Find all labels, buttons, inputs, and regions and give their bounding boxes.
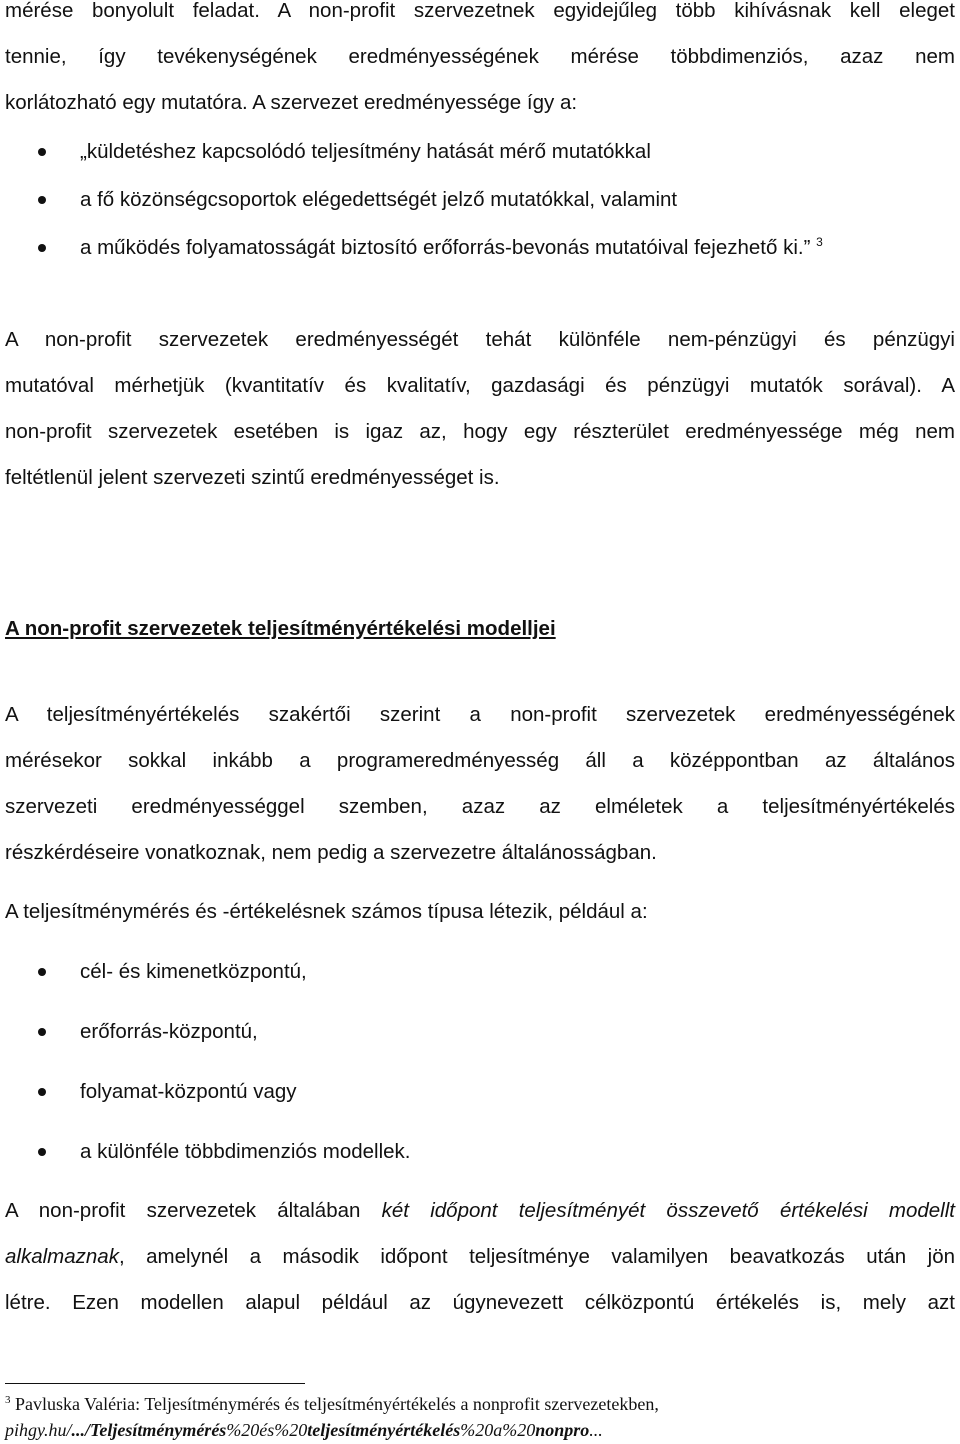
paragraph-2-line-2: mutatóval mérhetjük (kvantitatív és kvalitatív, gazdasági és pénzügyi mutatók sorával). A: [5, 374, 955, 397]
paragraph-1-line-1: mérése bonyolult feladat. A non-profit szervezetnek egyidejűleg több kihívásnak kell eleget: [5, 0, 955, 22]
paragraph-5-line-2: [5, 1245, 955, 1269]
paragraph-1-line-3: korlátozható egy mutatóra. A szervezet eredményessége így a:: [5, 91, 578, 114]
paragraph-2-line-3: non-profit szervezetek esetében is igaz az, hogy egy részterület eredményessége még nem: [5, 420, 955, 443]
list-item-text: „küldetéshez kapcsolódó teljesítmény hatását mérő mutatókkal: [80, 140, 651, 163]
paragraph-2-line-1: A non-profit szervezetek eredményességét tehát különféle nem-pénzügyi és pénzügyi: [5, 328, 955, 351]
list-item-text-main: a működés folyamatosságát biztosító erőforrás-bevonás mutatóival fejezhető ki.”: [80, 236, 811, 259]
paragraph-2-line-4: feltétlenül jelent szervezeti szintű eredményességet is.: [5, 466, 500, 489]
paragraph-3-line-4: részkérdéseire vonatkoznak, nem pedig a szervezetre általánosságban.: [5, 841, 657, 864]
paragraph-5-emphasis: két időpont teljesítményét összevető értékelési modellt: [381, 1199, 955, 1222]
paragraph-5-line-3: létre. Ezen modellen alapul például az úgynevezett célközpontú értékelés is, mely azt: [5, 1291, 955, 1314]
footnote-separator: [5, 1383, 305, 1384]
section-heading: A non-profit szervezetek teljesítményértékelési modelljei: [5, 617, 556, 640]
list-item-text: folyamat-központú vagy: [80, 1080, 297, 1103]
footnote-url-part: pihgy.hu/: [5, 1420, 72, 1440]
paragraph-1-line-2: tennie, így tevékenységének eredményességének mérése többdimenziós, azaz nem: [5, 45, 955, 68]
footnote-url-part: ...: [589, 1420, 603, 1440]
bullet-icon: [38, 1148, 46, 1156]
bullet-icon: [38, 968, 46, 976]
footnote-url-part: %20a%20: [460, 1420, 536, 1440]
list-item-text: erőforrás-központú,: [80, 1020, 258, 1043]
footnote-reference[interactable]: 3: [816, 235, 823, 249]
footnote-text: [5, 1394, 659, 1414]
footnote-url-part: teljesítményértékelés: [307, 1420, 461, 1440]
footnote-url-part: .../Teljesítménymérés: [71, 1420, 227, 1440]
paragraph-5-line-1: [5, 1199, 955, 1223]
bullet-icon: [38, 148, 46, 156]
paragraph-3-line-2: mérésekor sokkal inkább a programeredményesség áll a középpontban az általános: [5, 749, 955, 772]
paragraph-4: A teljesítménymérés és -értékelésnek számos típusa létezik, például a:: [5, 900, 648, 923]
bullet-icon: [38, 244, 46, 252]
list-item-text: cél- és kimenetközpontú,: [80, 960, 307, 983]
footnote-url-part: nonpro: [535, 1420, 590, 1440]
list-1-item-2: [0, 188, 960, 212]
footnote-url[interactable]: [5, 1420, 603, 1440]
bullet-icon: [38, 1028, 46, 1036]
paragraph-5-emphasis: alkalmaznak: [5, 1245, 119, 1268]
list-1-item-3: [0, 236, 960, 260]
paragraph-3-line-1: A teljesítményértékelés szakértői szerint a non-profit szervezetek eredményességének: [5, 703, 955, 726]
list-2-item-2: [0, 1020, 960, 1044]
paragraph-3-line-3: szervezeti eredményességgel szemben, azaz az elméletek a teljesítményértékelés: [5, 795, 955, 818]
list-item-text: a fő közönségcsoportok elégedettségét jelző mutatókkal, valamint: [80, 188, 678, 211]
list-1-item-1: [0, 140, 960, 164]
bullet-icon: [38, 1088, 46, 1096]
footnote-citation: Pavluska Valéria: Teljesítménymérés és teljesítményértékelés a nonprofit szervezetekben,: [15, 1394, 659, 1414]
list-2-item-4: [0, 1140, 960, 1164]
bullet-icon: [38, 196, 46, 204]
list-2-item-3: [0, 1080, 960, 1104]
paragraph-5-text: , amelynél a második időpont teljesítménye valamilyen beavatkozás után jön: [118, 1245, 955, 1268]
list-item-text: a különféle többdimenziós modellek.: [80, 1140, 411, 1163]
footnote-url-part: %20és%20: [226, 1420, 308, 1440]
footnote-number: 3: [5, 1394, 11, 1406]
list-item-text: [80, 236, 823, 260]
list-2-item-1: [0, 960, 960, 984]
paragraph-5-text: A non-profit szervezetek általában: [5, 1199, 382, 1222]
